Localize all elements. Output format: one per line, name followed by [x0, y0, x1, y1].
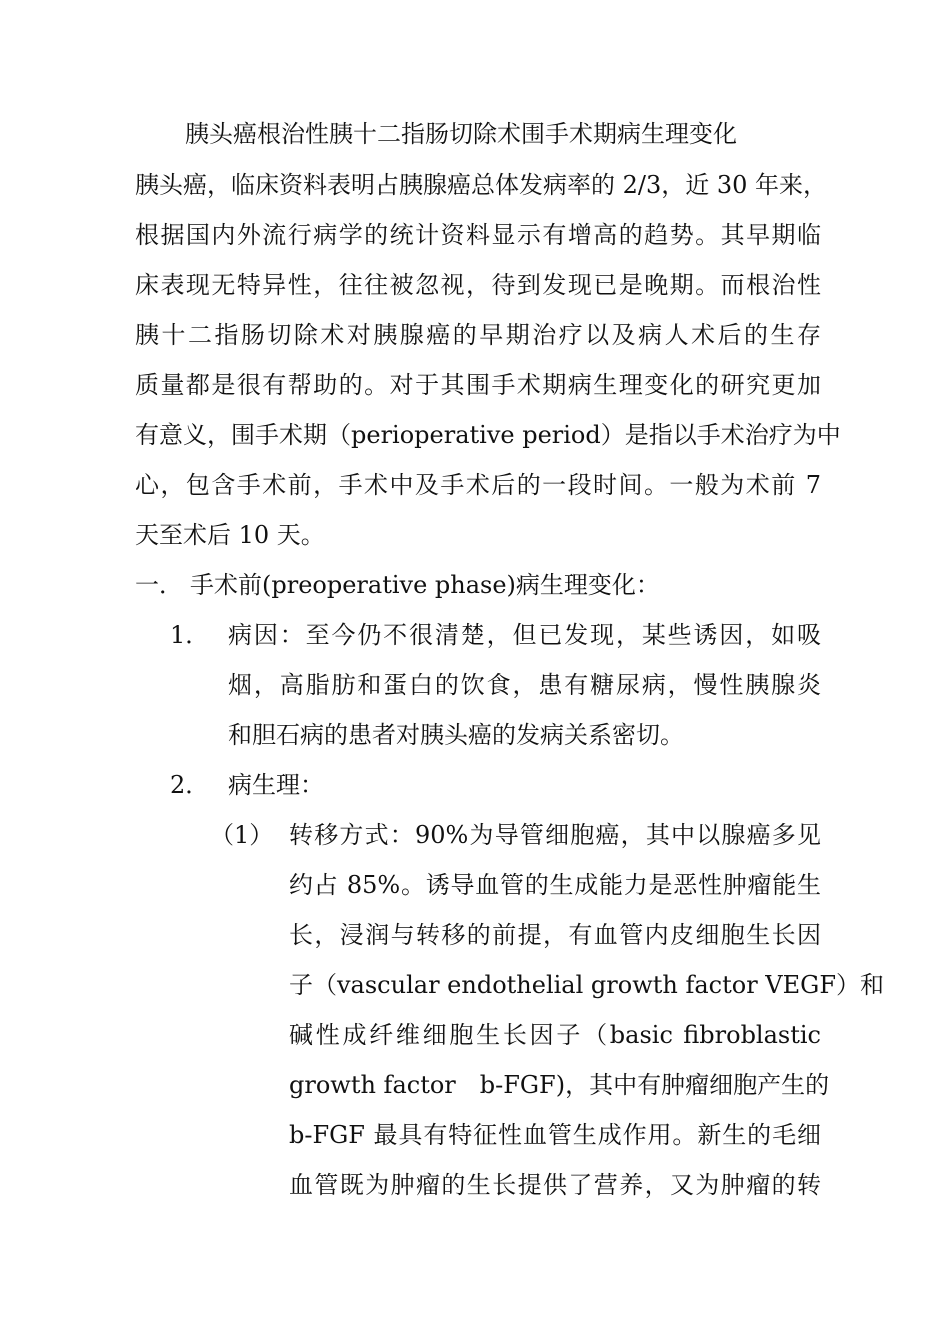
sublist-item-line: 碱性成纤维细胞生长因子（basic fibroblastic: [289, 1021, 821, 1049]
list-item-line: 和胆石病的患者对胰头癌的发病关系密切。: [228, 721, 684, 749]
intro-line: 胰头癌，临床资料表明占胰腺癌总体发病率的 2/3，近 30 年来，: [135, 171, 828, 199]
list-item-line: 病因：至今仍不很清楚，但已发现，某些诱因，如吸: [228, 621, 821, 649]
section-heading: 手术前(preoperative phase)病生理变化：: [190, 571, 660, 599]
intro-line: 有意义，围手术期（perioperative period）是指以手术治疗为中: [135, 421, 841, 449]
sublist-item-line: 子（vascular endothelial growth factor VEGF）和: [289, 971, 884, 999]
list-marker: 2．: [170, 771, 210, 799]
intro-line: 胰十二指肠切除术对胰腺癌的早期治疗以及病人术后的生存: [135, 321, 821, 349]
intro-line: 心，包含手术前，手术中及手术后的一段时间。一般为术前 7: [135, 471, 821, 499]
section-marker: 一．: [135, 571, 183, 599]
list-marker: 1．: [170, 621, 210, 649]
sublist-marker: （1）: [210, 821, 274, 849]
sublist-item-line: 长，浸润与转移的前提，有血管内皮细胞生长因: [289, 921, 821, 949]
list-item-line: 烟，高脂肪和蛋白的饮食，患有糖尿病，慢性胰腺炎: [228, 671, 821, 699]
intro-line: 质量都是很有帮助的。对于其围手术期病生理变化的研究更加: [135, 371, 821, 399]
document-title: 胰头癌根治性胰十二指肠切除术围手术期病生理变化: [185, 120, 737, 148]
intro-line: 床表现无特异性，往往被忽视，待到发现已是晚期。而根治性: [135, 271, 821, 299]
sublist-item-line: 血管既为肿瘤的生长提供了营养，又为肿瘤的转: [289, 1171, 821, 1199]
intro-line: 天至术后 10 天。: [135, 521, 325, 549]
list-item-heading: 病生理：: [228, 771, 324, 799]
sublist-item-line: 转移方式：90%为导管细胞癌，其中以腺癌多见: [289, 821, 821, 849]
sublist-item-line: 约占 85%。诱导血管的生成能力是恶性肿瘤能生: [289, 871, 821, 899]
intro-line: 根据国内外流行病学的统计资料显示有增高的趋势。其早期临: [135, 221, 821, 249]
sublist-item-line: growth factor b-FGF)，其中有肿瘤细胞产生的: [289, 1071, 830, 1099]
sublist-item-line: b-FGF 最具有特征性血管生成作用。新生的毛细: [289, 1121, 821, 1149]
